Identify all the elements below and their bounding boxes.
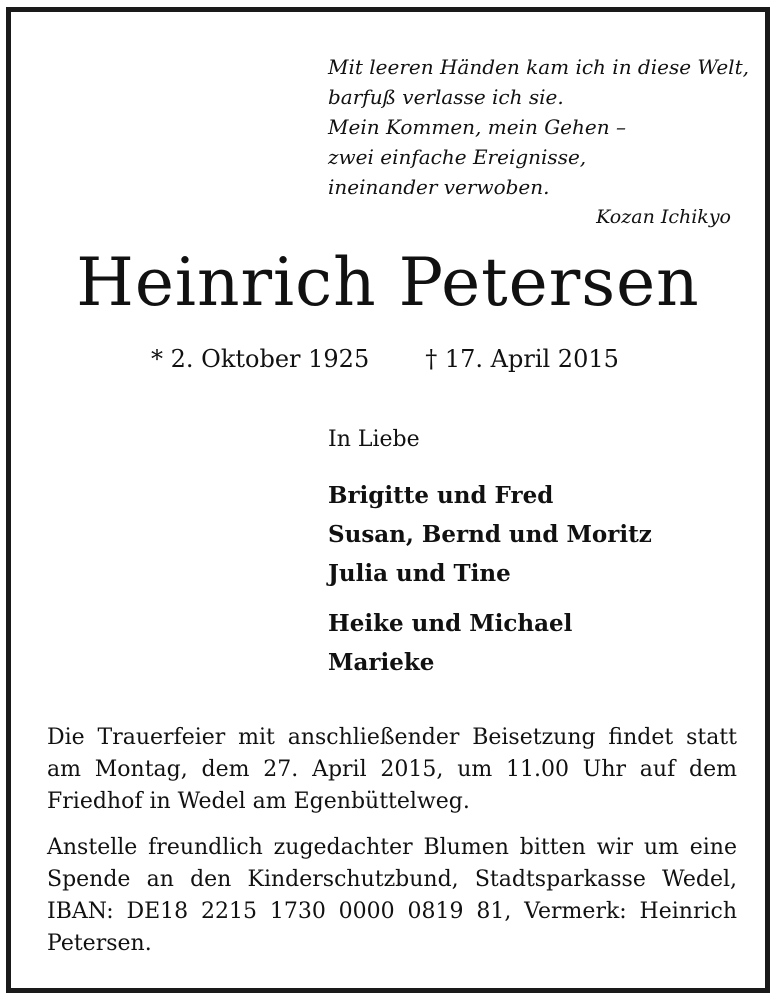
poem-line: ineinander verwoben. bbox=[328, 175, 550, 199]
deceased-name: Heinrich Petersen bbox=[76, 244, 700, 321]
poem-line: Mein Kommen, mein Gehen – bbox=[328, 115, 626, 139]
mourners-group-2 bbox=[328, 604, 572, 682]
mourner-line: Brigitte und Fred bbox=[328, 482, 554, 509]
mourner-line: Marieke bbox=[328, 649, 435, 676]
mourners-group-1 bbox=[328, 476, 652, 593]
birth-date: * 2. Oktober 1925 bbox=[151, 345, 370, 373]
mourner-line: Susan, Bernd und Moritz bbox=[328, 521, 652, 548]
donation-notice: Anstelle freundlich zugedachter Blumen bitten wir um eine Spende an den Kinderschutzbund, Stadtsparkasse Wedel, IBAN: DE18 2215 1730 0000 0819 81, Vermerk: Heinrich Petersen. bbox=[47, 835, 737, 956]
mourners-intro: In Liebe bbox=[328, 427, 420, 452]
poem bbox=[328, 52, 748, 202]
funeral-notice: Die Trauerfeier mit anschließender Beisetzung findet statt am Montag, dem 27. April 2015, um 11.00 Uhr auf dem Friedhof in Wedel am Egenbüttelweg. bbox=[47, 725, 737, 814]
obituary-frame bbox=[6, 7, 770, 993]
poem-line: barfuß verlasse ich sie. bbox=[328, 85, 564, 109]
mourner-line: Heike und Michael bbox=[328, 610, 573, 637]
mourner-line: Julia und Tine bbox=[328, 560, 511, 587]
poem-line: zwei einfache Ereignisse, bbox=[328, 145, 587, 169]
death-date: † 17. April 2015 bbox=[425, 345, 619, 373]
life-dates bbox=[151, 345, 619, 373]
poem-author: Kozan Ichikyo bbox=[596, 206, 731, 228]
poem-line: Mit leeren Händen kam ich in diese Welt, bbox=[328, 55, 749, 79]
